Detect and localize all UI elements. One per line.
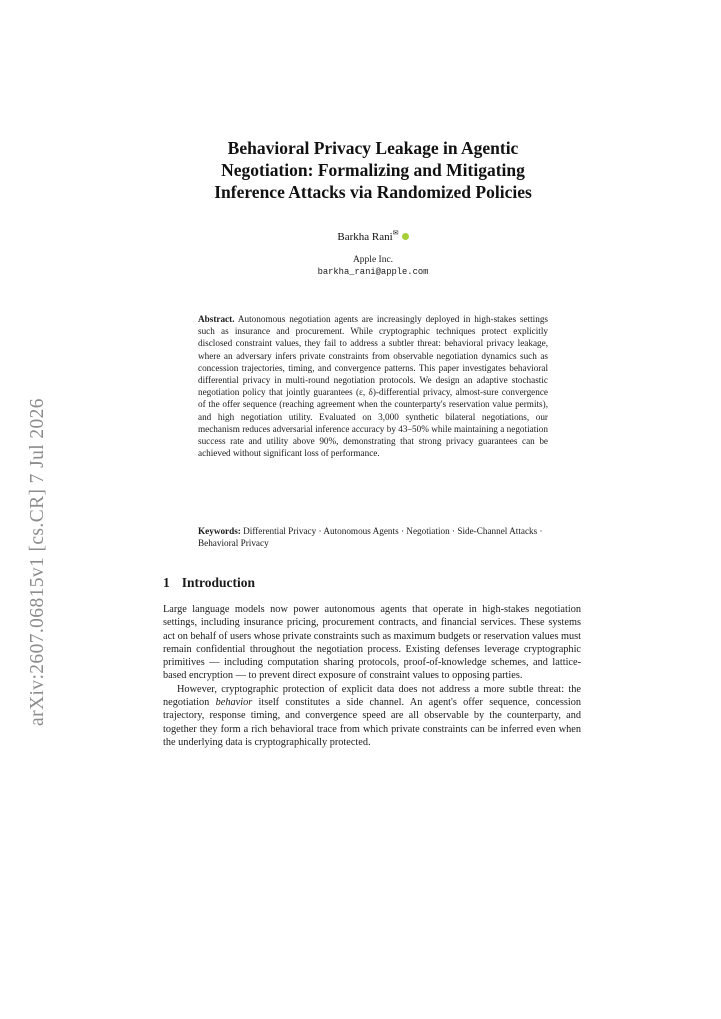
- abstract: [198, 313, 548, 459]
- section-heading: [163, 575, 255, 591]
- orcid-icon[interactable]: [402, 233, 409, 240]
- paper-title: [140, 137, 606, 203]
- emphasis: behavior: [215, 697, 253, 709]
- keywords-label: Keywords:: [198, 526, 241, 536]
- affiliation: Apple Inc.: [352, 255, 394, 265]
- author-email[interactable]: barkha_rani@apple.com: [317, 267, 429, 277]
- author-name: Barkha Rani: [337, 231, 393, 243]
- keywords: [198, 525, 548, 549]
- paragraph: Large language models now power autonomous agents that operate in high-stakes negotiation settings, including insurance pricing, procurement contracts, and financial services. These systems act on behalf of users whose private constraints such as maximum budgets or reservation values must remain confidential throughout the negotiation process. Existing defenses leverage cryptographic primitives — including computation sharing protocols, proof-of-knowledge schemes, and lattice-based encryption — to prevent direct exposure of constraint values to opposing parties.: [163, 604, 581, 682]
- paragraph-text: itself constitutes a side channel. An agent's offer sequence, concession trajectory, response timing, and convergence speed are all observable by the counterparty, and together they form a rich behavioral trace from which private constraints can be inferred even when the underlying data is cryptographically protected.: [163, 697, 581, 748]
- title-line: Behavioral Privacy Leakage in Agentic: [227, 138, 519, 158]
- email-mark-icon: ✉: [392, 229, 399, 237]
- abstract-label: Abstract.: [198, 314, 235, 324]
- keywords-text: Differential Privacy · Autonomous Agents · Negotiation · Side-Channel Attacks · Behavioral Privacy: [198, 526, 543, 549]
- title-line: Negotiation: Formalizing and Mitigating: [221, 160, 525, 180]
- author-line: [140, 229, 606, 243]
- section-title: Introduction: [181, 575, 256, 590]
- arxiv-identifier-stamp: arXiv:2607.06815v1 [cs.CR] 7 Jul 2026: [27, 398, 48, 726]
- abstract-text: Autonomous negotiation agents are increasingly deployed in high-stakes settings such as insurance and procurement. While cryptographic techniques protect explicitly disclosed constraint values, they fail to address a subtler threat: behavioral privacy leakage, where an adversary infers private constraints from observable negotiation dynamics such as concession trajectories, timing, and convergence patterns. This paper investigates behavioral differential privacy in multi-round negotiation protocols. We design an adaptive stochastic negotiation policy that jointly guarantees (ε, δ)-differential privacy, almost-sure convergence of the offer sequence (reaching agreement when the counterparty's reservation value permits), and high negotiation utility. Evaluated on 3,000 synthetic bilateral negotiations, our mechanism reduces adversarial inference accuracy by 43–50% while maintaining a negotiation success rate and utility above 90%, demonstrating that strong privacy guarantees can be achieved without significant loss of performance.: [198, 314, 548, 459]
- section-number: 1: [163, 575, 170, 590]
- paragraph: [163, 683, 581, 749]
- paragraph-text: However, cryptographic protection of explicit data does not address a more subtle threat: the negotiation: [163, 683, 581, 709]
- title-line: Inference Attacks via Randomized Policies: [214, 182, 532, 202]
- section-body: [163, 603, 581, 749]
